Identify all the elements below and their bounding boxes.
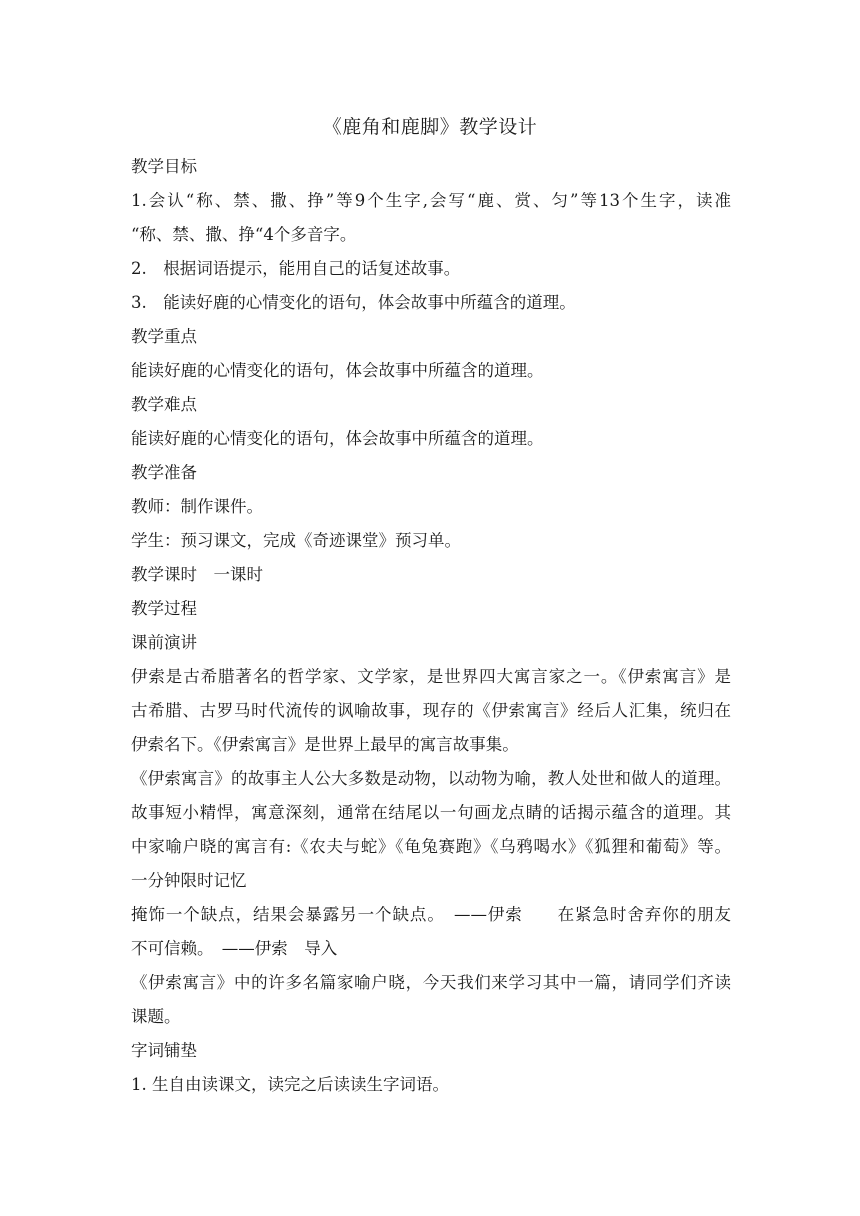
text-line: 教学课时 一课时 — [131, 565, 263, 584]
text-line: 伊索是古希腊著名的哲学家、文学家，是世界四大寓言家之一。《伊索寓言》是 — [131, 667, 731, 686]
document-body — [131, 150, 731, 1102]
text-line: 《伊索寓言》的故事主人公大多数是动物，以动物为喻，教人处世和做人的道理。 — [131, 769, 731, 788]
text-line: 教学目标 — [131, 157, 197, 176]
text-line: 教师：制作课件。 — [131, 497, 263, 516]
text-line: 学生：预习课文，完成《奇迹课堂》预习单。 — [131, 531, 461, 550]
text-line: 掩饰一个缺点，结果会暴露另一个缺点。 ——伊索 在紧急时舍弃你的朋友 — [131, 905, 731, 924]
text-line: 教学准备 — [131, 463, 197, 482]
text-line: 教学难点 — [131, 395, 197, 414]
text-line: 《伊索寓言》中的许多名篇家喻户晓，今天我们来学习其中一篇，请同学们齐读 — [131, 973, 731, 992]
text-line: 2. 根据词语提示，能用自己的话复述故事。 — [131, 259, 461, 278]
text-line: “称、禁、撒、挣“4个多音字。 — [131, 225, 357, 244]
text-line: 伊索名下。《伊索寓言》是世界上最早的寓言故事集。 — [131, 735, 519, 754]
text-line: 能读好鹿的心情变化的语句，体会故事中所蕴含的道理。 — [131, 429, 544, 448]
text-line: 3. 能读好鹿的心情变化的语句，体会故事中所蕴含的道理。 — [131, 293, 576, 312]
text-line: 不可信赖。 ——伊索 导入 — [131, 939, 338, 958]
text-line: 字词铺垫 — [131, 1041, 197, 1060]
text-line: 教学过程 — [131, 599, 197, 618]
text-line: 课题。 — [131, 1007, 181, 1026]
text-line: 1.会认“称、禁、撒、挣”等9个生字,会写“鹿、赏、匀”等13个生字，读准 — [131, 191, 731, 210]
text-line: 中家喻户晓的寓言有:《农夫与蛇》《龟兔赛跑》《乌鸦喝水》《狐狸和葡萄》等。 — [131, 837, 731, 856]
text-line: 故事短小精悍，寓意深刻，通常在结尾以一句画龙点睛的话揭示蕴含的道理。其 — [131, 803, 731, 822]
text-line: 教学重点 — [131, 327, 197, 346]
text-line: 课前演讲 — [131, 633, 197, 652]
text-line: 1. 生自由读课文，读完之后读读生字词语。 — [131, 1075, 449, 1094]
document-title: 《鹿角和鹿脚》教学设计 — [322, 116, 538, 138]
text-line: 古希腊、古罗马时代流传的讽喻故事，现存的《伊索寓言》经后人汇集，统归在 — [131, 701, 731, 720]
text-line: 一分钟限时记忆 — [131, 871, 247, 890]
text-line: 能读好鹿的心情变化的语句，体会故事中所蕴含的道理。 — [131, 361, 544, 380]
